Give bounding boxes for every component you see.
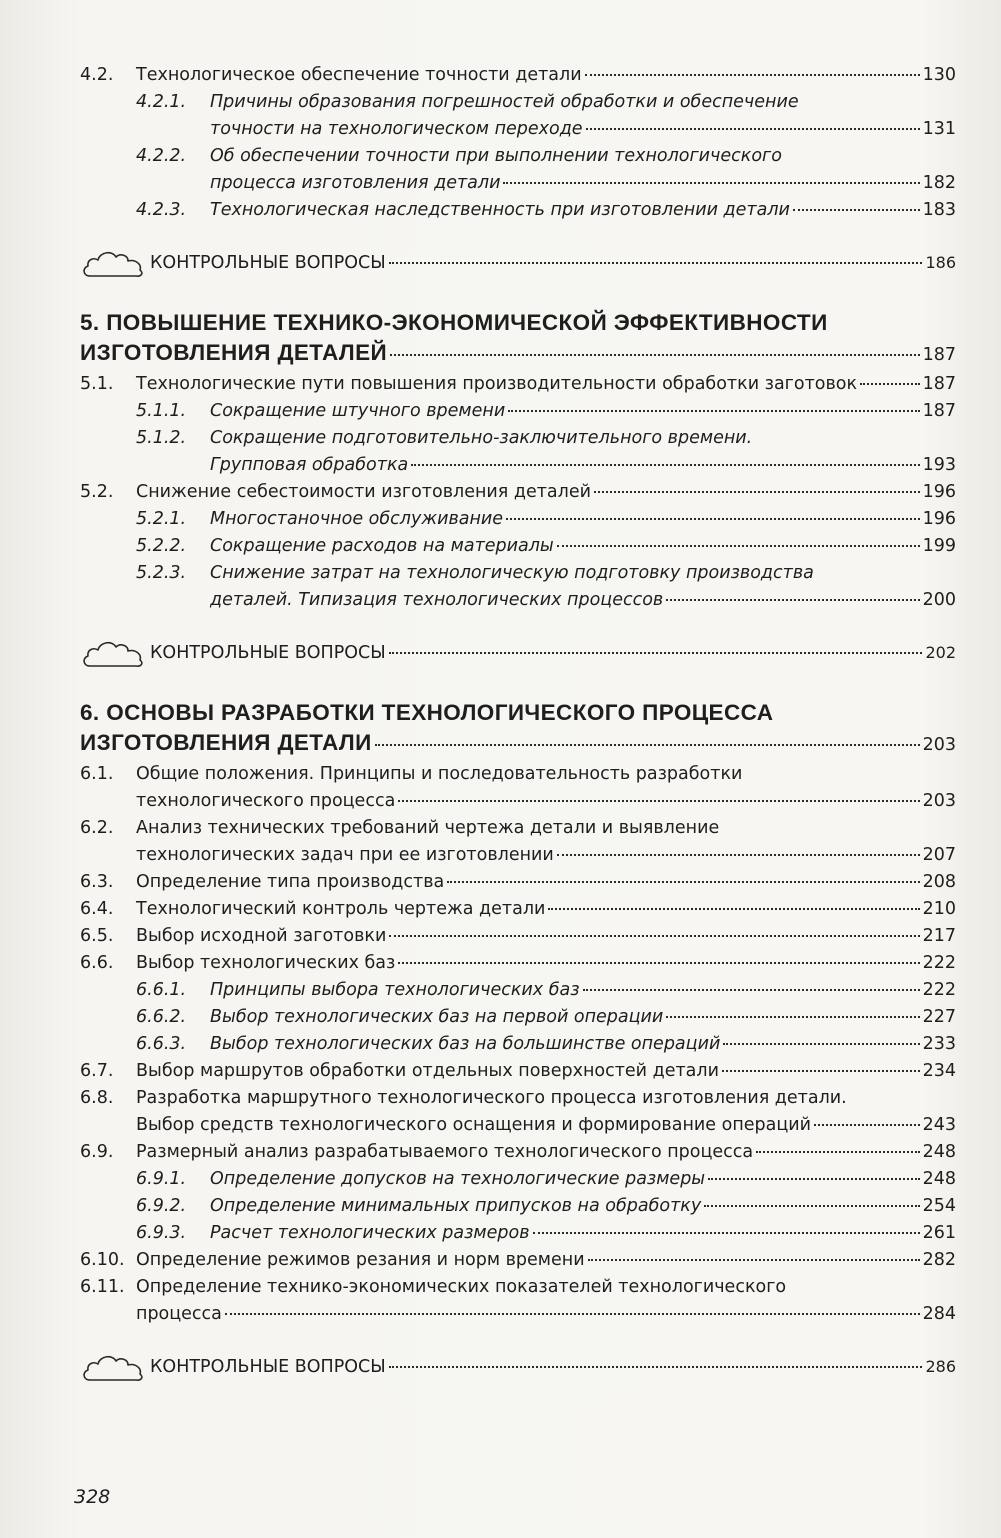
entry-text (136, 896, 956, 923)
entry-text (136, 1139, 956, 1166)
entry-title-line: деталей. Типизация технологических процессов (210, 590, 664, 610)
dot-leader (508, 410, 919, 412)
entry-title-line: Технологическое обеспечение точности детали (136, 65, 582, 85)
toc-entry[interactable] (80, 506, 956, 533)
entry-number: 6.8. (80, 1088, 114, 1108)
page-ref[interactable]: 222 (922, 953, 956, 973)
entry-number: 5.1.1. (136, 401, 187, 421)
dot-leader (585, 74, 920, 76)
toc-entry[interactable] (80, 89, 956, 143)
toc-entry[interactable] (80, 533, 956, 560)
entry-text (210, 1193, 956, 1220)
entry-number: 6.4. (80, 899, 114, 919)
dot-leader (506, 518, 920, 520)
dot-leader (557, 854, 920, 856)
entry-title-line: Общие положения. Принципы и последовательность разработки (136, 764, 743, 784)
toc-entry[interactable] (80, 479, 956, 506)
page-ref[interactable]: 130 (922, 65, 956, 85)
entry-number: 6.2. (80, 818, 114, 838)
indent-spacer (80, 533, 136, 560)
toc-entry[interactable] (80, 923, 956, 950)
entry-title-line: Анализ технических требований чертежа детали и выявление (136, 818, 720, 838)
entry-last-line (210, 197, 956, 224)
toc-entry[interactable] (80, 1274, 956, 1328)
entry-number: 5.1. (80, 374, 114, 394)
toc-entry[interactable] (80, 1085, 956, 1139)
page-number: 328 (74, 1486, 111, 1508)
page-ref[interactable]: 248 (922, 1142, 956, 1162)
entry-last-line (210, 170, 956, 197)
toc-entry[interactable] (80, 950, 956, 977)
page-ref[interactable]: 199 (922, 536, 956, 556)
indent-spacer (80, 143, 136, 197)
page-ref[interactable]: 208 (922, 872, 956, 892)
entry-last-line (210, 587, 956, 614)
entry-number: 6.9.1. (136, 1169, 187, 1189)
indent-spacer (80, 89, 136, 143)
page-ref[interactable]: 234 (922, 1061, 956, 1081)
page-ref[interactable]: 203 (922, 735, 956, 755)
entry-title-line: Снижение затрат на технологическую подготовку производства (210, 563, 814, 583)
dot-leader (704, 1205, 919, 1207)
entry-text (136, 479, 956, 506)
page-ref[interactable]: 183 (922, 200, 956, 220)
entry-last-line (210, 977, 956, 1004)
page-ref[interactable]: 200 (922, 590, 956, 610)
control-questions-entry[interactable] (80, 244, 956, 282)
entry-title-line: Принципы выбора технологических баз (210, 980, 580, 1000)
entry-title-line: Размерный анализ разрабатываемого технологического процесса (136, 1142, 754, 1162)
page-ref[interactable]: 187 (922, 401, 956, 421)
entry-title-line: 6. ОСНОВЫ РАЗРАБОТКИ ТЕХНОЛОГИЧЕСКОГО ПРОЦЕССА (80, 700, 774, 725)
entry-number: 6.3. (80, 872, 114, 892)
entry-last-line (210, 1193, 956, 1220)
toc-entry[interactable] (80, 869, 956, 896)
indent-spacer (80, 560, 136, 614)
entry-title-line: Многостаночное обслуживание (210, 509, 504, 529)
cloud-icon (80, 636, 146, 670)
entry-text (210, 1220, 956, 1247)
entry-last-line (136, 1247, 956, 1274)
entry-number: 4.2.2. (136, 146, 187, 166)
page-ref[interactable]: 222 (922, 980, 956, 1000)
cloud-icon (80, 1350, 146, 1384)
dot-leader (389, 262, 923, 264)
entry-number: 6.10. (80, 1250, 125, 1270)
page-ref[interactable]: 207 (922, 845, 956, 865)
dot-leader (756, 1151, 919, 1153)
dot-leader (723, 1043, 919, 1045)
entry-title-line: Выбор технологических баз на первой операции (210, 1007, 664, 1027)
dot-leader (398, 800, 919, 802)
dot-leader (588, 1259, 920, 1261)
entry-text (146, 643, 956, 663)
toc-entry[interactable] (80, 1139, 956, 1166)
entry-title-line: Определение режимов резания и норм времени (136, 1250, 585, 1270)
indent-spacer (80, 398, 136, 425)
entry-last-line (136, 1112, 956, 1139)
dot-leader (375, 744, 920, 746)
entry-last-line (210, 398, 956, 425)
entry-number: 4.2.3. (136, 200, 187, 220)
toc-entry[interactable] (80, 1166, 956, 1193)
chapter-heading[interactable] (80, 698, 956, 759)
control-questions-entry[interactable] (80, 634, 956, 672)
entry-title-line: КОНТРОЛЬНЫЕ ВОПРОСЫ (150, 643, 386, 663)
dot-leader (586, 128, 920, 130)
entry-text (210, 89, 956, 143)
entry-title-line: Выбор технологических баз на большинстве операций (210, 1034, 721, 1054)
page-ref[interactable]: 243 (922, 1115, 956, 1135)
entry-title-line: процесса изготовления детали (210, 173, 501, 193)
indent-spacer (80, 1004, 136, 1031)
entry-title-line: процесса (136, 1304, 222, 1324)
entry-text (136, 1274, 956, 1328)
entry-last-line (210, 1004, 956, 1031)
entry-text (136, 62, 956, 89)
indent-spacer (80, 1166, 136, 1193)
entry-text (210, 197, 956, 224)
toc-entry[interactable] (80, 62, 956, 89)
entry-text (136, 1085, 956, 1139)
indent-spacer (80, 506, 136, 533)
entry-number: 5.2.2. (136, 536, 187, 556)
entry-last-line (136, 1058, 956, 1085)
entry-title-line: Групповая обработка (210, 455, 409, 475)
dot-leader (447, 881, 919, 883)
dot-leader (557, 545, 920, 547)
page-ref[interactable]: 196 (922, 509, 956, 529)
entry-number: 5.2. (80, 482, 114, 502)
entry-last-line (210, 533, 956, 560)
entry-text (210, 1004, 956, 1031)
dot-leader (814, 1124, 920, 1126)
dot-leader (389, 935, 919, 937)
dot-leader (390, 354, 920, 356)
dot-leader (666, 1016, 919, 1018)
dot-leader (389, 1366, 923, 1368)
entry-title-line: Выбор маршрутов обработки отдельных поверхностей детали (136, 1061, 719, 1081)
toc-entry[interactable] (80, 896, 956, 923)
page-ref[interactable]: 282 (922, 1250, 956, 1270)
entry-title-line: Технологические пути повышения производительности обработки заготовок (136, 374, 858, 394)
dot-leader (398, 962, 919, 964)
entry-last-line (146, 253, 956, 273)
entry-last-line (80, 338, 956, 369)
entry-last-line (210, 1220, 956, 1247)
entry-title-line: Причины образования погрешностей обработки и обеспечение (210, 92, 799, 112)
page-ref[interactable]: 227 (922, 1007, 956, 1027)
page-ref[interactable]: 233 (922, 1034, 956, 1054)
entry-text (136, 1058, 956, 1085)
control-questions-entry[interactable] (80, 1348, 956, 1386)
entry-last-line (80, 728, 956, 759)
entry-title-line: Сокращение расходов на материалы (210, 536, 554, 556)
entry-title-line: Разработка маршрутного технологического процесса изготовления детали. (136, 1088, 847, 1108)
entry-title-line: 5. ПОВЫШЕНИЕ ТЕХНИКО-ЭКОНОМИЧЕСКОЙ ЭФФЕКТИВНОСТИ (80, 310, 828, 335)
entry-title-line: Сокращение подготовительно-заключительного времени. (210, 428, 753, 448)
page-ref[interactable]: 196 (922, 482, 956, 502)
entry-title-line: Сокращение штучного времени (210, 401, 506, 421)
entry-last-line (210, 116, 956, 143)
entry-text (146, 1357, 956, 1377)
entry-number: 4.2.1. (136, 92, 187, 112)
page-ref[interactable]: 284 (922, 1304, 956, 1324)
page-ref[interactable]: 186 (925, 253, 956, 272)
entry-number: 5.2.3. (136, 563, 187, 583)
entry-title-line: Расчет технологических размеров (210, 1223, 530, 1243)
toc-entry[interactable] (80, 398, 956, 425)
toc-entry[interactable] (80, 761, 956, 815)
cloud-icon (80, 246, 146, 280)
dot-leader (389, 652, 923, 654)
indent-spacer (80, 1031, 136, 1058)
entry-last-line (210, 1166, 956, 1193)
entry-last-line (136, 869, 956, 896)
dot-leader (793, 209, 920, 211)
indent-spacer (80, 977, 136, 1004)
entry-title-line: Выбор средств технологического оснащения и формирование операций (136, 1115, 812, 1135)
page-ref[interactable]: 286 (925, 1357, 956, 1376)
page-ref[interactable]: 131 (922, 119, 956, 139)
entry-last-line (136, 950, 956, 977)
page-ref[interactable]: 187 (922, 374, 956, 394)
entry-number: 6.11. (80, 1277, 125, 1297)
dot-leader (666, 599, 919, 601)
entry-last-line (136, 479, 956, 506)
page-ref[interactable]: 210 (922, 899, 956, 919)
page-ref[interactable]: 248 (922, 1169, 956, 1189)
toc-entry[interactable] (80, 1004, 956, 1031)
entry-text (210, 533, 956, 560)
entry-title-line: Выбор технологических баз (136, 953, 396, 973)
dot-leader (411, 464, 919, 466)
entry-text (210, 506, 956, 533)
entry-text (136, 815, 956, 869)
entry-title-line: КОНТРОЛЬНЫЕ ВОПРОСЫ (150, 1357, 386, 1377)
entry-title-line: Технологический контроль чертежа детали (136, 899, 546, 919)
toc-entry[interactable] (80, 977, 956, 1004)
entry-number: 5.1.2. (136, 428, 187, 448)
toc-entry[interactable] (80, 197, 956, 224)
entry-last-line (136, 842, 956, 869)
entry-text (136, 869, 956, 896)
entry-last-line (136, 896, 956, 923)
toc-entry[interactable] (80, 371, 956, 398)
indent-spacer (80, 1193, 136, 1220)
entry-last-line (146, 643, 956, 663)
entry-text (210, 1166, 956, 1193)
dot-leader (225, 1313, 920, 1315)
dot-leader (503, 182, 919, 184)
entry-last-line (136, 62, 956, 89)
entry-text (136, 761, 956, 815)
toc-entry[interactable] (80, 1058, 956, 1085)
toc-entry[interactable] (80, 1247, 956, 1274)
entry-text (80, 308, 956, 369)
dot-leader (708, 1178, 919, 1180)
entry-number: 6.9.2. (136, 1196, 187, 1216)
entry-title-line: точности на технологическом переходе (210, 119, 583, 139)
entry-text (210, 425, 956, 479)
entry-text (146, 253, 956, 273)
dot-leader (583, 989, 920, 991)
entry-title-line: Определение минимальных припусков на обработку (210, 1196, 702, 1216)
entry-title-line: ИЗГОТОВЛЕНИЯ ДЕТАЛИ (80, 730, 372, 755)
entry-title-line: Технологическая наследственность при изготовлении детали (210, 200, 790, 220)
entry-number: 6.9.3. (136, 1223, 187, 1243)
entry-title-line: Выбор исходной заготовки (136, 926, 387, 946)
indent-spacer (80, 1220, 136, 1247)
page-ref[interactable]: 182 (922, 173, 956, 193)
entry-text (136, 1247, 956, 1274)
dot-leader (860, 383, 920, 385)
entry-text (210, 1031, 956, 1058)
entry-last-line (136, 371, 956, 398)
entry-title-line: ИЗГОТОВЛЕНИЯ ДЕТАЛЕЙ (80, 340, 388, 365)
entry-title-line: КОНТРОЛЬНЫЕ ВОПРОСЫ (150, 253, 386, 273)
page-ref[interactable]: 217 (922, 926, 956, 946)
entry-title-line: Снижение себестоимости изготовления деталей (136, 482, 591, 502)
page-ref[interactable]: 254 (922, 1196, 956, 1216)
toc-entry[interactable] (80, 1220, 956, 1247)
entry-title-line: Определение технико-экономических показателей технологического (136, 1277, 787, 1297)
entry-title-line: технологического процесса (136, 791, 396, 811)
entry-number: 6.1. (80, 764, 114, 784)
page-ref[interactable]: 193 (922, 455, 956, 475)
toc-entry[interactable] (80, 1031, 956, 1058)
entry-text (80, 698, 956, 759)
chapter-heading[interactable] (80, 308, 956, 369)
page-ref[interactable]: 202 (925, 643, 956, 662)
indent-spacer (80, 425, 136, 479)
entry-number: 6.5. (80, 926, 114, 946)
entry-title-line: Об обеспечении точности при выполнении технологического (210, 146, 782, 166)
entry-last-line (136, 1139, 956, 1166)
entry-last-line (136, 788, 956, 815)
toc-entry[interactable] (80, 425, 956, 479)
entry-last-line (136, 1301, 956, 1328)
entry-last-line (210, 1031, 956, 1058)
entry-text (210, 398, 956, 425)
entry-number: 4.2. (80, 65, 114, 85)
toc-entry[interactable] (80, 1193, 956, 1220)
entry-last-line (136, 923, 956, 950)
page-ref[interactable]: 203 (922, 791, 956, 811)
entry-text (136, 923, 956, 950)
entry-title-line: Определение допусков на технологические размеры (210, 1169, 706, 1189)
table-of-contents (80, 62, 956, 1392)
entry-number: 6.9. (80, 1142, 114, 1162)
entry-last-line (210, 452, 956, 479)
entry-title-line: технологических задач при ее изготовлении (136, 845, 554, 865)
entry-number: 5.2.1. (136, 509, 187, 529)
page-ref[interactable]: 187 (922, 345, 956, 365)
entry-text (210, 143, 956, 197)
entry-text (210, 560, 956, 614)
entry-number: 6.7. (80, 1061, 114, 1081)
dot-leader (594, 491, 920, 493)
entry-text (136, 950, 956, 977)
page-ref[interactable]: 261 (922, 1223, 956, 1243)
entry-last-line (210, 506, 956, 533)
entry-number: 6.6.2. (136, 1007, 187, 1027)
entry-number: 6.6.3. (136, 1034, 187, 1054)
entry-text (136, 371, 956, 398)
entry-text (210, 977, 956, 1004)
indent-spacer (80, 197, 136, 224)
dot-leader (533, 1232, 920, 1234)
dot-leader (548, 908, 919, 910)
toc-entry[interactable] (80, 560, 956, 614)
dot-leader (722, 1070, 920, 1072)
entry-last-line (146, 1357, 956, 1377)
entry-title-line: Определение типа производства (136, 872, 445, 892)
toc-entry[interactable] (80, 815, 956, 869)
toc-entry[interactable] (80, 143, 956, 197)
entry-number: 6.6. (80, 953, 114, 973)
entry-number: 6.6.1. (136, 980, 187, 1000)
